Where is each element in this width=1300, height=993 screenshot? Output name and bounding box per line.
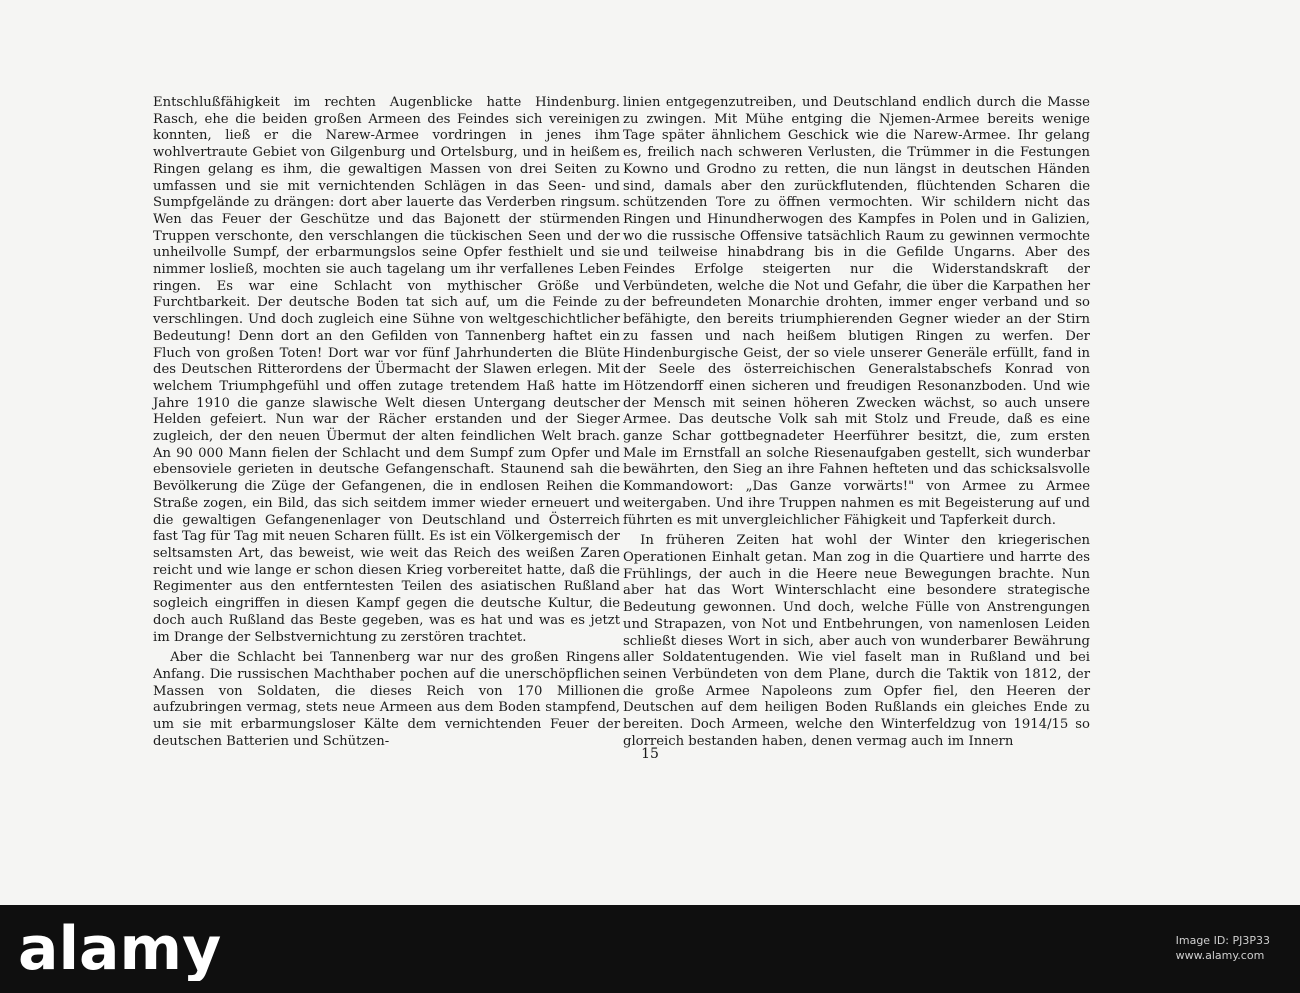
image-id-text: Image ID: PJ3P33 — [1175, 934, 1270, 947]
paragraph: Aber die Schlacht bei Tannenberg war nur des großen Ringens Anfang. Die russischen Machthaber pochen auf die unerschöpflichen Massen von Soldaten, die dieses Reich von 170 Millionen aufzubringen vermag, stets neue Armeen aus dem Boden stampfend, um sie mit erbarmungsloser Kälte dem vernichtenden Feuer der deutschen Batterien und Schützen- — [153, 650, 620, 749]
right-column — [623, 95, 1090, 750]
svg-text:alamy: alamy — [18, 919, 222, 981]
left-column — [153, 95, 620, 750]
paragraph: In früheren Zeiten hat wohl der Winter den kriegerischen Operationen Einhalt getan. Man zog in die Quartiere und harrte des Frühlings, der auch in die Heere neue Bewegungen brachte. Nun aber hat das Wort Winterschlacht eine besondere strategische Bedeutung gewonnen. Und doch, welche Fülle von Anstrengungen und Strapazen, von Not und Entbehrungen, von namenlosen Leiden schließt dieses Wort in sich, aber auch von wunderbarer Bewährung aller Soldatentugenden. Wie viel faselt man in Rußland und bei seinen Verbündeten von dem Plane, durch die Taktik von 1812, der die große Armee Napoleons zum Opfer fiel, den Heeren der Deutschen auf dem heiligen Boden Rußlands ein gleiches Ende zu bereiten. Doch Armeen, welche den Winterfeldzug von 1914/15 so glorreich bestanden haben, denen vermag auch im Innern — [623, 533, 1090, 749]
page-number: 15 — [641, 746, 659, 762]
watermark-band — [0, 905, 1300, 993]
paragraph: linien entgegenzutreiben, und Deutschland endlich durch die Masse zu zwingen. Mit Mühe entging die Njemen-Armee bereits wenige Tage später ähnlichem Geschick wie die Narew-Armee. Ihr gelang es, freilich nach schweren Verlusten, die Trümmer in die Festungen Kowno und Grodno zu retten, die nun längst in deutschen Händen sind, damals aber den zurückflutenden, flüchtenden Scharen die schützenden Tore zu öffnen vermochten. Wir schildern nicht das Ringen und Hinundherwogen des Kampfes in Polen und in Galizien, wo die russische Offensive tatsächlich Raum zu gewinnen vermochte und teilweise hinabdrang bis in die Gefilde Ungarns. Aber des Feindes Erfolge steigerten nur die Widerstandskraft der Verbündeten, welche die Not und Gefahr, die über die Karpathen her der befreundeten Monarchie drohten, immer enger verband und so befähigte, den bereits triumphierenden Gegner wieder an der Stirn zu fassen und nach heißem blutigen Ringen zu werfen. Der Hindenburgische Geist, der so viele unserer Generäle erfüllt, fand in der Seele des österreichischen Generalstabschefs Konrad von Hötzendorff einen sicheren und freudigen Resonanzboden. Und wie der Mensch mit seinen höheren Zwecken wächst, so auch unsere Armee. Das deutsche Volk sah mit Stolz und Freude, daß es eine ganze Schar gottbegnadeter Heerführer besitzt, die, zum ersten Male im Ernstfall an solche Riesenaufgaben gestellt, sich wunderbar bewährten, den Sieg an ihre Fahnen hefteten und das schicksalsvolle Kommandowort: „Das Ganze vorwärts!" von Armee zu Armee weitergaben. Und ihre Truppen nahmen es mit Begeisterung auf und führten es mit unvergleichlicher Fähigkeit und Tapferkeit durch. — [623, 95, 1090, 528]
site-url-text: www.alamy.com — [1175, 949, 1265, 962]
alamy-logo — [18, 919, 398, 981]
paragraph: Entschlußfähigkeit im rechten Augenblicke hatte Hindenburg. Rasch, ehe die beiden großen Armeen des Feindes sich vereinigen konnten, ließ er die Narew-Armee vordringen in jenes ihm wohlvertraute Gebiet von Gilgenburg und Ortelsburg, und in heißem Ringen gelang es ihm, die gewaltigen Massen von drei Seiten zu umfassen und sie mit vernichtenden Schlägen in das Seen- und Sumpfgelände zu drängen: dort aber lauerte das Verderben ringsum. Wen das Feuer der Geschütze und das Bajonett der stürmenden Truppen verschonte, den verschlangen die tückischen Seen und der unheilvolle Sumpf, der erbarmungslos seine Opfer festhielt und sie nimmer losließ, mochten sie auch tagelang um ihr verfallenes Leben ringen. Es war eine Schlacht von mythischer Größe und Furchtbarkeit. Der deutsche Boden tat sich auf, um die Feinde zu verschlingen. Und doch zugleich eine Sühne von weltgeschichtlicher Bedeutung! Denn dort an den Gefilden von Tannenberg haftet ein Fluch von großen Toten! Dort war vor fünf Jahrhunderten die Blüte des Deutschen Ritterordens der Übermacht der Slawen erlegen. Mit welchem Triumphgefühl und offen zutage tretendem Haß hatte im Jahre 1910 die ganze slawische Welt diesen Untergang deutscher Helden gefeiert. Nun war der Rächer erstanden und der Sieger zugleich, der den neuen Übermut der alten feindlichen Welt brach. An 90 000 Mann fielen der Schlacht und dem Sumpf zum Opfer und ebensoviele gerieten in deutsche Gefangenschaft. Staunend sah die Bevölkerung die Züge der Gefangenen, die in endlosen Reihen die Straße zogen, ein Bild, das sich seitdem immer wieder erneuert und die gewaltigen Gefangenenlager von Deutschland und Österreich fast Tag für Tag mit neuen Scharen füllt. Es ist ein Völkergemisch der seltsamsten Art, das beweist, wie weit das Reich des weißen Zaren reicht und wie lange er schon diesen Krieg vorbereitet hatte, daß die Regimenter aus den entferntesten Teilen des asiatischen Rußland sogleich eingriffen in diesen Kampf gegen die deutsche Kultur, die doch auch Rußland das Beste gegeben, was es hat und was es jetzt im Drange der Selbstvernichtung zu zerstören trachtet. — [153, 95, 620, 645]
image-credit — [1176, 933, 1270, 963]
